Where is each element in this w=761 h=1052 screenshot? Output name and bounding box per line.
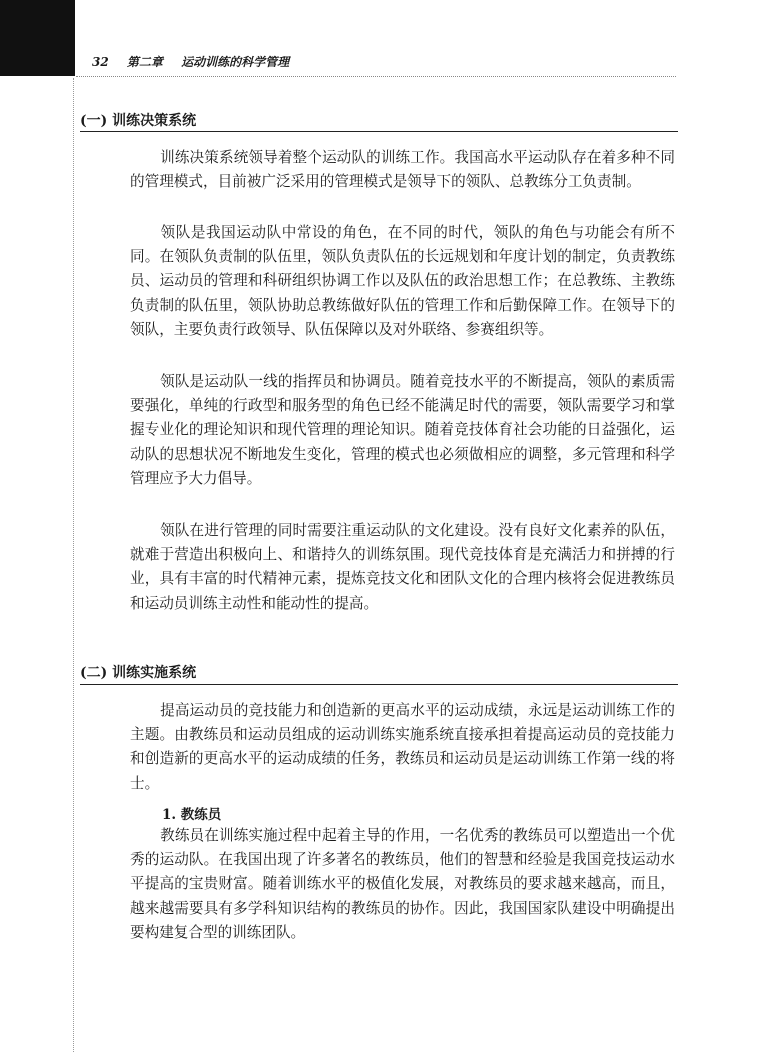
binding-margin-rule (73, 78, 74, 1052)
chapter-title: 运动训练的科学管理 (181, 55, 290, 69)
section-title-decision: (一) 训练决策系统 (80, 113, 197, 129)
section-rule-decision (80, 131, 678, 132)
chapter-label: 第二章 (126, 55, 163, 69)
paragraph: 提高运动员的竞技能力和创造新的更高水平的运动成绩，永远是运动训练工作的主题。由教练员和运动员组成的运动训练实施系统直接承担着提高运动员的竞技能力和创造新的更高水平的运动成绩的任务，教练员和运动员是运动训练工作第一线的将士。 (130, 702, 675, 792)
page-corner-mark (0, 0, 75, 76)
paragraph: 领队在进行管理的同时需要注重运动队的文化建设。没有良好文化素养的队伍，就难于营造出积极向上、和谐持久的训练氛围。现代竞技体育是充满活力和拼搏的行业，具有丰富的时代精神元素，提炼竞技文化和团队文化的合理内核将会促进教练员和运动员训练主动性和能动性的提高。 (130, 522, 675, 612)
subheading-coach: 1. 教练员 (162, 807, 222, 823)
paragraph: 领队是我国运动队中常设的角色，在不同的时代，领队的角色与功能会有所不同。在领队负责制的队伍里，领队负责队伍的长远规划和年度计划的制定，负责教练员、运动员的管理和科研组织协调工作以及队伍的政治思想工作；在总教练、主教练负责制的队伍里，领队协助总教练做好队伍的管理工作和后勤保障工作。在领导下的领队，主要负责行政领导、队伍保障以及对外联络、参赛组织等。 (130, 224, 675, 338)
running-header (92, 53, 303, 70)
paragraph: 领队是运动队一线的指挥员和协调员。随着竞技水平的不断提高，领队的素质需要强化，单纯的行政型和服务型的角色已经不能满足时代的需要，领队需要学习和掌握专业化的理论知识和现代管理的理论知识。随着竞技体育社会功能的日益强化，运动队的思想状况不断地发生变化，管理的模式也必须做相应的调整，多元管理和科学管理应予大力倡导。 (130, 373, 675, 487)
section-title-implementation: (二) 训练实施系统 (80, 665, 197, 681)
paragraph: 训练决策系统领导着整个运动队的训练工作。我国高水平运动队存在着多种不同的管理模式，目前被广泛采用的管理模式是领导下的领队、总教练分工负责制。 (130, 149, 675, 191)
section-rule-implementation (80, 684, 678, 685)
paragraph: 教练员在训练实施过程中起着主导的作用，一名优秀的教练员可以塑造出一个优秀的运动队。在我国出现了许多著名的教练员，他们的智慧和经验是我国竞技运动水平提高的宝贵财富。随着训练水平的极值化发展，对教练员的要求越来越高，而且，越来越需要具有多学科知识结构的教练员的协作。因此，我国国家队建设中明确提出要构建复合型的训练团队。 (130, 827, 675, 941)
header-rule (76, 76, 676, 77)
page-number: 32 (92, 55, 109, 69)
